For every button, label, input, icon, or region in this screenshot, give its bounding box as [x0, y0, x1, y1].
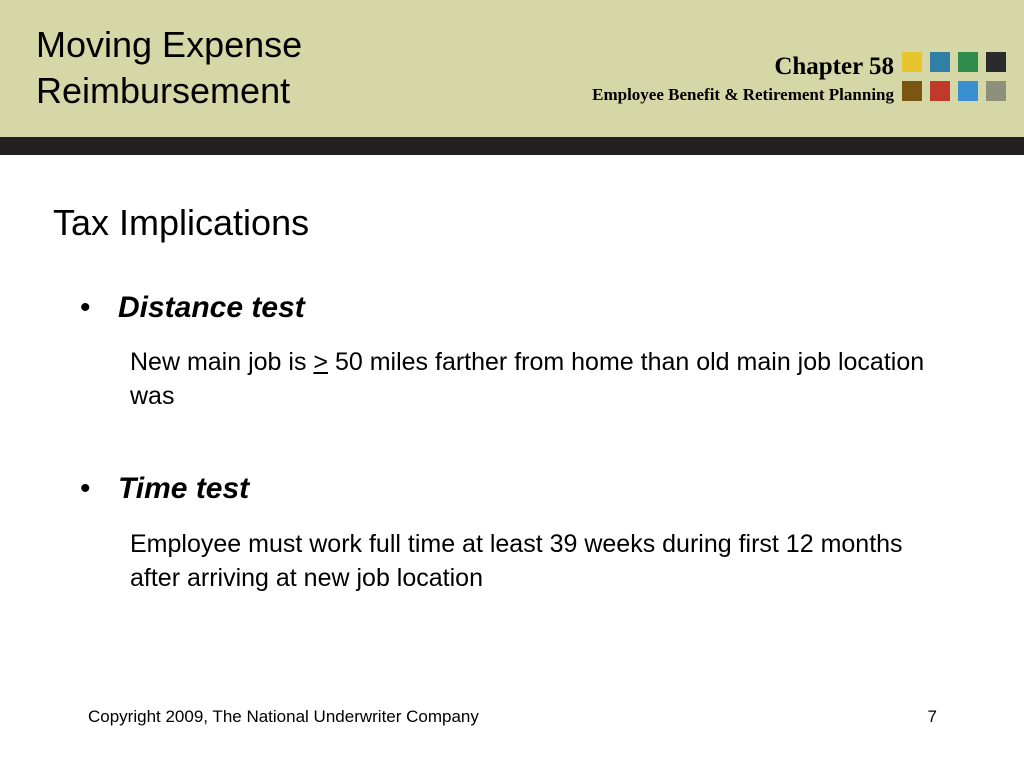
slide-header — [0, 0, 1024, 137]
square-8 — [986, 81, 1006, 101]
square-2 — [930, 52, 950, 72]
bullet-distance-test — [80, 290, 305, 326]
slide-title — [36, 22, 302, 114]
square-4 — [986, 52, 1006, 72]
desc-text-before: New main job is — [130, 348, 314, 376]
copyright-footer: Copyright 2009, The National Underwriter Company — [88, 707, 479, 726]
header-divider-bar — [0, 137, 1024, 155]
chapter-block — [592, 52, 894, 108]
slide-title-line-2: Reimbursement — [36, 70, 291, 111]
page-number: 7 — [927, 707, 937, 726]
section-title: Tax Implications — [53, 202, 310, 243]
distance-test-description — [130, 345, 950, 413]
book-subtitle: Employee Benefit & Retirement Planning — [592, 85, 894, 104]
slide-title-line-1: Moving Expense — [36, 24, 303, 65]
square-5 — [902, 81, 922, 101]
time-test-description: Employee must work full time at least 39 weeks during first 12 months after arriving at new job location — [130, 530, 903, 592]
square-7 — [958, 81, 978, 101]
square-3 — [958, 52, 978, 72]
bullet-marker: • — [80, 291, 91, 324]
greater-equal-symbol: > — [313, 348, 329, 376]
square-6 — [930, 81, 950, 101]
bullet-marker: • — [80, 472, 91, 505]
color-squares-logo — [902, 52, 1006, 104]
desc-text-after: 50 miles farther from home than old main job location was — [130, 348, 925, 410]
chapter-label: Chapter 58 — [774, 53, 894, 80]
square-1 — [902, 52, 922, 72]
bullet-time-test — [80, 471, 249, 507]
bullet-label: Distance test — [118, 291, 305, 324]
bullet-label: Time test — [118, 472, 250, 505]
